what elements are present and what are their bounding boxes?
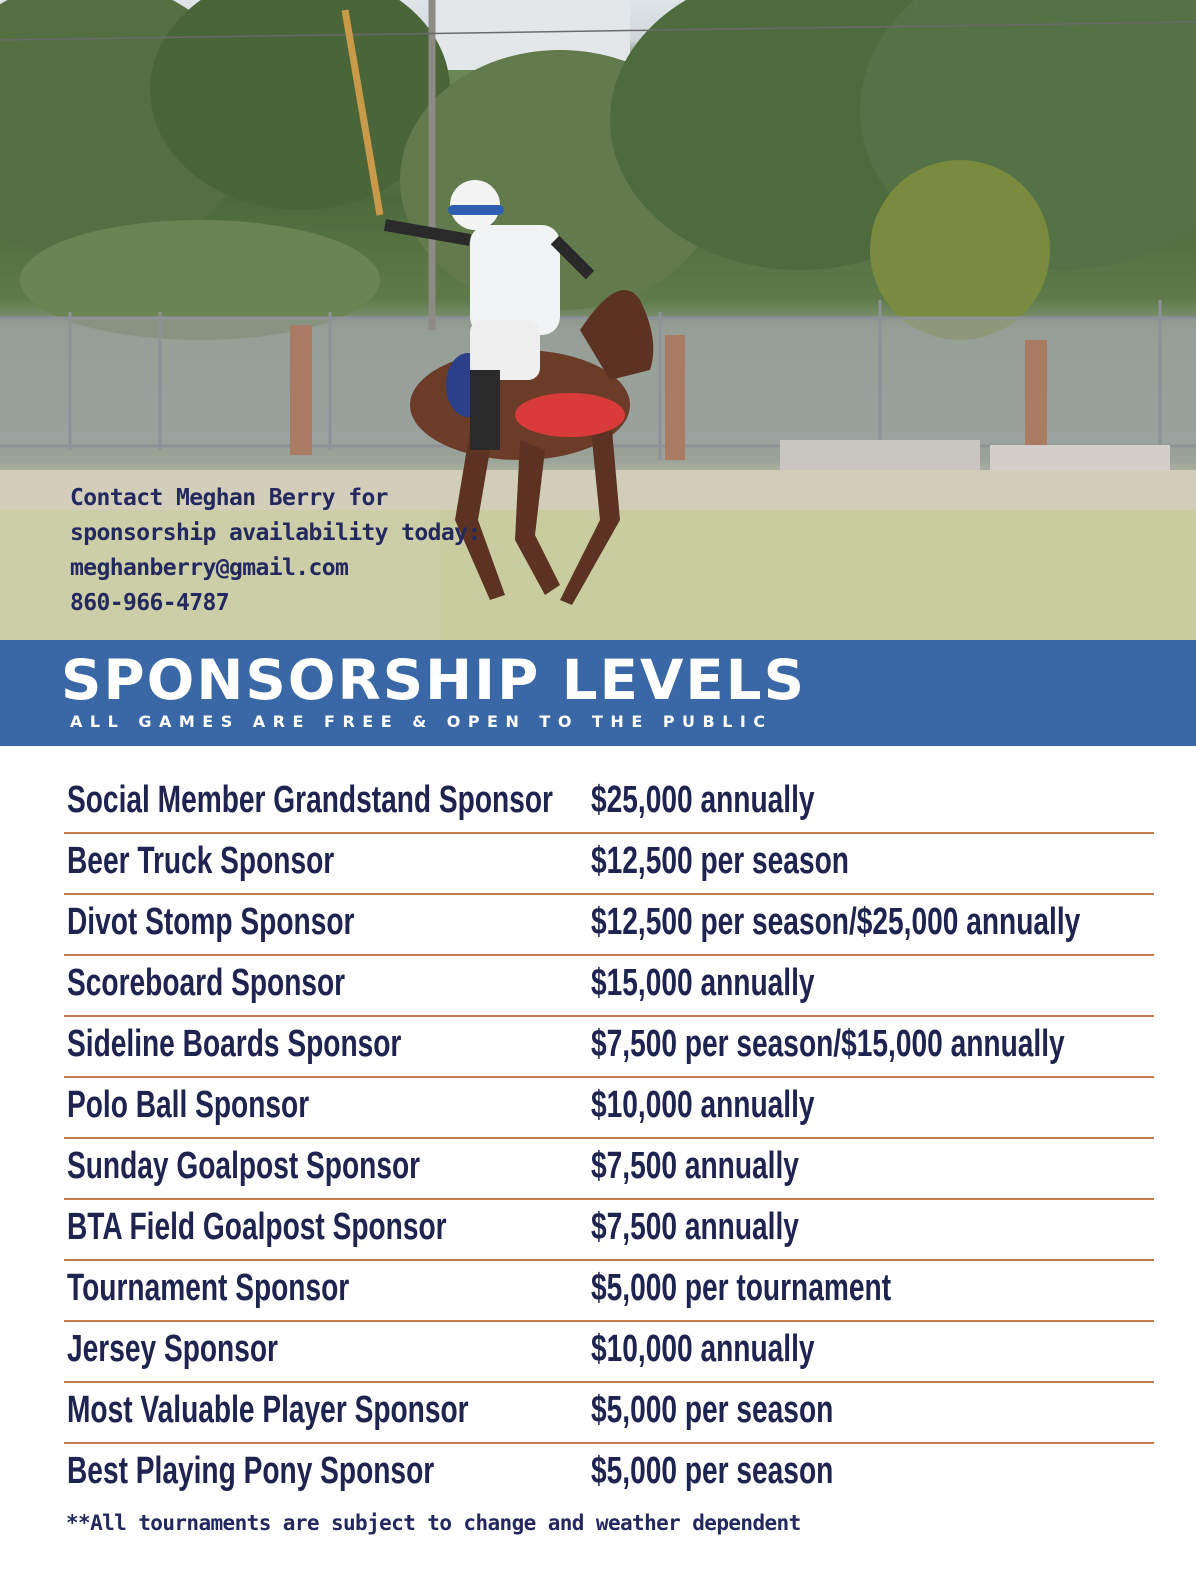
sponsor-price: $12,500 per season/$25,000 annually (591, 901, 1081, 943)
brick-pillar (290, 325, 312, 455)
sponsor-name: Polo Ball Sponsor (67, 1084, 310, 1126)
contact-phone[interactable]: 860-966-4787 (70, 590, 229, 616)
brick-pillar (665, 335, 685, 460)
list-item (64, 773, 1154, 834)
list-item (64, 895, 1154, 956)
list-item (64, 1017, 1154, 1078)
list-item (64, 1139, 1154, 1200)
sponsor-name: Jersey Sponsor (67, 1328, 279, 1370)
sponsor-name: BTA Field Goalpost Sponsor (67, 1206, 447, 1248)
sponsor-name: Scoreboard Sponsor (67, 962, 346, 1004)
sponsor-name: Sunday Goalpost Sponsor (67, 1145, 421, 1187)
list-item (64, 1383, 1154, 1444)
contact-line: Contact Meghan Berry for (70, 485, 388, 511)
sponsor-name: Tournament Sponsor (67, 1267, 350, 1309)
list-item (64, 1261, 1154, 1322)
sponsor-name: Beer Truck Sponsor (67, 840, 335, 882)
contact-line: sponsorship availability today: (70, 520, 481, 546)
banner-subtitle: ALL GAMES ARE FREE & OPEN TO THE PUBLIC (70, 712, 773, 731)
sponsor-name: Social Member Grandstand Sponsor (67, 779, 553, 821)
list-item (64, 1322, 1154, 1383)
list-item (64, 956, 1154, 1017)
sponsorship-levels-list (64, 773, 1154, 1503)
list-item (64, 1078, 1154, 1139)
list-item (64, 1444, 1154, 1503)
contact-email[interactable]: meghanberry@gmail.com (70, 555, 349, 581)
sponsor-price: $7,500 annually (591, 1206, 799, 1248)
sponsor-price: $25,000 annually (591, 779, 815, 821)
sponsor-price: $12,500 per season (591, 840, 849, 882)
sponsor-price: $5,000 per season (591, 1450, 834, 1492)
sponsor-price: $7,500 annually (591, 1145, 799, 1187)
sponsor-price: $15,000 annually (591, 962, 815, 1004)
sponsor-name: Most Valuable Player Sponsor (67, 1389, 469, 1431)
sponsor-name: Divot Stomp Sponsor (67, 901, 355, 943)
list-item (64, 834, 1154, 895)
sponsor-price: $10,000 annually (591, 1328, 815, 1370)
list-item (64, 1200, 1154, 1261)
footnote: **All tournaments are subject to change and weather dependent (66, 1511, 801, 1535)
banner-title: SPONSORSHIP LEVELS (61, 648, 807, 712)
contact-info (70, 481, 481, 621)
sponsor-name: Best Playing Pony Sponsor (67, 1450, 435, 1492)
sponsor-price: $5,000 per season (591, 1389, 834, 1431)
sponsor-price: $5,000 per tournament (591, 1267, 892, 1309)
sponsor-price: $7,500 per season/$15,000 annually (591, 1023, 1065, 1065)
sponsor-price: $10,000 annually (591, 1084, 815, 1126)
sponsor-name: Sideline Boards Sponsor (67, 1023, 402, 1065)
